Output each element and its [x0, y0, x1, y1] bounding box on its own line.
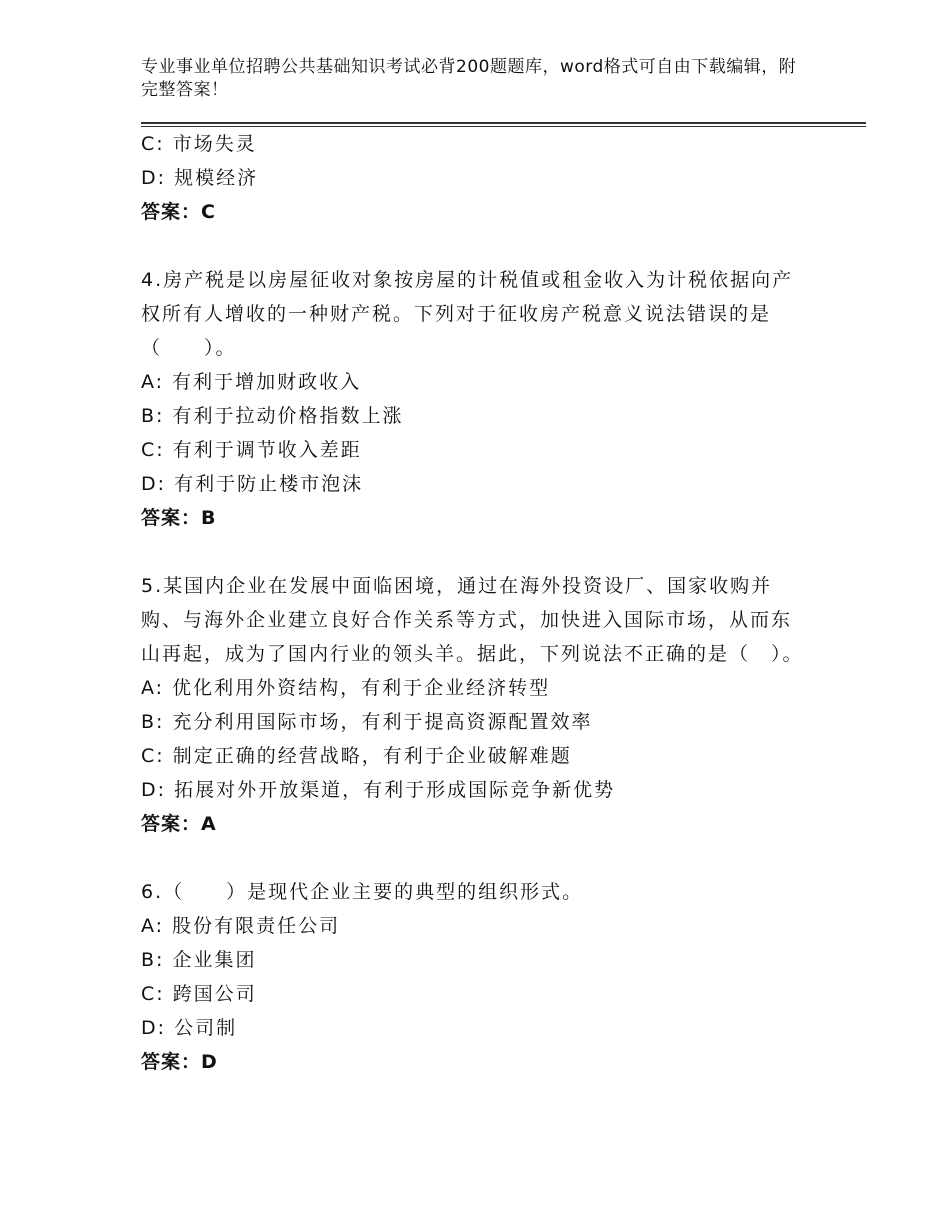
- question-list: [141, 127, 806, 1079]
- answer-line: 答案：B: [141, 507, 217, 529]
- option-c: C: 跨国公司: [141, 983, 257, 1005]
- question-6: [141, 875, 806, 1079]
- spacer: [141, 229, 806, 263]
- page-header-title: 专业事业单位招聘公共基础知识考试必背200题题库，word格式可自由下载编辑，附完整答案！: [141, 57, 797, 100]
- question-text: 5.某国内企业在发展中面临困境，通过在海外投资设厂、国家收购并购、与海外企业建立良好合作关系等方式，加快进入国际市场，从而东山再起，成为了国内行业的领头羊。据此，下列说法不正确的是（ ）。: [141, 575, 804, 665]
- option-b: B: 有利于拉动价格指数上涨: [141, 405, 404, 427]
- answer-line: 答案：C: [141, 201, 216, 223]
- option-b: B: 充分利用国际市场，有利于提高资源配置效率: [141, 711, 593, 733]
- option-b: B: 企业集团: [141, 949, 257, 971]
- option-d: D: 公司制: [141, 1017, 238, 1039]
- header-divider-thick: [141, 122, 866, 124]
- question-4: [141, 263, 806, 535]
- option-c: C: 有利于调节收入差距: [141, 439, 362, 461]
- option-d: D: 规模经济: [141, 167, 259, 189]
- option-a: A: 股份有限责任公司: [141, 915, 341, 937]
- spacer: [141, 841, 806, 875]
- answer-line: 答案：A: [141, 813, 217, 835]
- answer-line: 答案：D: [141, 1051, 218, 1073]
- question-text: 6.（ ）是现代企业主要的典型的组织形式。: [141, 881, 584, 903]
- question-5: [141, 569, 806, 841]
- option-c: C: 市场失灵: [141, 133, 257, 155]
- question-text: 4.房产税是以房屋征收对象按房屋的计税值或租金收入为计税依据向产权所有人增收的一种财产税。下列对于征收房产税意义说法错误的是（ ）。: [141, 269, 794, 359]
- question-3-tail: [141, 127, 806, 229]
- spacer: [141, 535, 806, 569]
- option-c: C: 制定正确的经营战略，有利于企业破解难题: [141, 745, 572, 767]
- option-a: A: 有利于增加财政收入: [141, 371, 362, 393]
- option-d: D: 有利于防止楼市泡沫: [141, 473, 364, 495]
- option-d: D: 拓展对外开放渠道，有利于形成国际竞争新优势: [141, 779, 616, 801]
- option-a: A: 优化利用外资结构，有利于企业经济转型: [141, 677, 551, 699]
